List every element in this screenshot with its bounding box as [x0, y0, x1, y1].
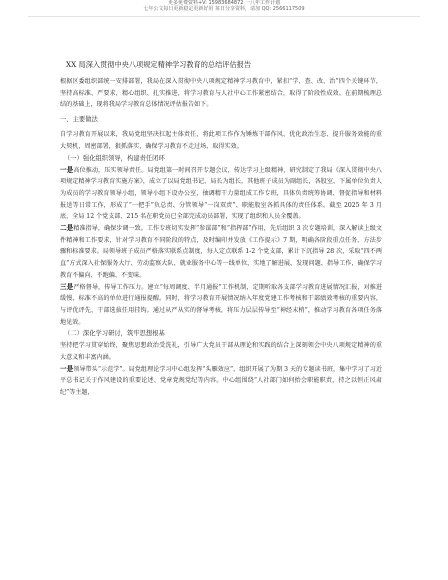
point-4-paragraph: [60, 364, 382, 399]
section-1-heading: 一、主要做法: [60, 116, 98, 124]
point-1-lead: 一是: [60, 165, 74, 174]
header-line-2: 七年公文每日更新稳定更新好用 每日分享资料，请加 QQ: 2566117509: [143, 6, 305, 12]
point-3-paragraph: [60, 282, 382, 329]
point-4-text: 领导带头“示范学”。局党组理论学习中心组发挥“头雁效应”，组织开展了为期 3 天的专题读书班，集中学习了习近平总书记关于作风建设的重要论述、党章党规党纪等内容。中心组围绕“人社部门如何抬会职能职责，持之以恒正风肃纪”等主题，: [60, 365, 383, 397]
point-3-lead: 三是: [60, 282, 74, 291]
header-rule: [28, 16, 420, 17]
header-line-1: 更多免费资料+V: 15983684872 一八年工作计划: [167, 0, 281, 6]
point-3-text: 严格督导，传导工作压力。建立“每周调度、半月通报”工作机制，定期听取各支部学习教育进展情况汇报，对推进缓慢、标准不高的单位进行通报提醒。同时，将学习教育开展情况纳入年度党建工作考核和干部绩效考核的重要内容，与评优评先、干部选拔任用挂钩。通过从严从实的督导考核，将压力层层传导至“神经末梢”，推动学习教育各项任务落地见效。: [60, 283, 382, 326]
page-header: [0, 0, 448, 13]
point-2-text: 精准指导，确保步调一致。工作专班切实发挥“参谋部”和“指挥部”作用，先后组织 3 次专题培训，深入解读上级文件精神和工作要求，针对学习教育不同阶段的特点，及时编印并发放《工作提示》7 期，明确各阶段重点任务、方法步骤和标准要求。局领导班子成员严格落实联系点制度，每人定点联系 1-2 个党支部，累计下沉指导 28 次，采取“四不两直”方式深入社保服务大厅、劳动监察大队、就业服务中心等一线单位，实地了解进展、发现问题、指导工作，确保学习教育不偏向、不跑偏、不变味。: [60, 225, 383, 279]
document-title: XX 局深入贯彻中央八项规定精神学习教育的总结评估报告: [66, 60, 252, 69]
document-body: [60, 60, 382, 399]
subsection-2-heading: （二）深化学习研讨，筑牢思想根基: [64, 330, 165, 338]
subsection-2-paragraph: 坚持把学习贯穿始终，聚焦思想政治受洗礼，引导广大党员干部从理论和实践的结合上深刻领会中央八项规定精神的重大意义和丰富内涵。: [60, 342, 382, 362]
point-2-lead: 二是: [60, 224, 74, 233]
intro-paragraph: 根据区委组织部统一安排部署，我局在深入贯彻中央八项规定精神学习教育中，紧扣“学、查、改、治”四个关键环节，坚持高标准、严要求，精心组织、扎实推进，将学习教育与人社中心工作紧密结合，取得了阶段性成效。在前期梳理总结的基础上，现将我局学习教育总体情况评估报告如下。: [60, 78, 382, 109]
section-1-paragraph: 自学习教育开展以来，我局党组坚决扛起主体责任，将此项工作作为锤炼干部作风、优化政治生态、提升服务效能的重大契机，周密部署，狠抓落实，确保学习教育不走过场、取得实效。: [60, 131, 382, 150]
subsection-1-heading: （一）强化组织领导，构建责任闭环: [64, 154, 165, 162]
point-2-paragraph: [60, 223, 382, 282]
point-1-text: 高位推动，压实领导责任。局党组第一时间召开专题会议，传达学习上级精神，研究制定了我局《深入贯彻中央八项规定精神学习教育实施方案》，成立了以局党组书记、局长为组长，其他班子成员为副组长，各股室、下属单位负责人为成员的学习教育领导小组，领导小组下设办公室，抽调精干力量组成工作专班，具体负责统筹协调、督促指导和材料报送等日常工作，形成了“一把手”负总责、分管领导“一岗双责”、职能股室各抓具体的责任体系。截至 2025 年 3 月底，全局 12 个党支部、215 名在职党员已全部完成动员部署，实现了组织和人员全覆盖。: [60, 166, 383, 221]
point-1-paragraph: [60, 165, 382, 224]
point-4-lead: 一是: [60, 364, 74, 373]
